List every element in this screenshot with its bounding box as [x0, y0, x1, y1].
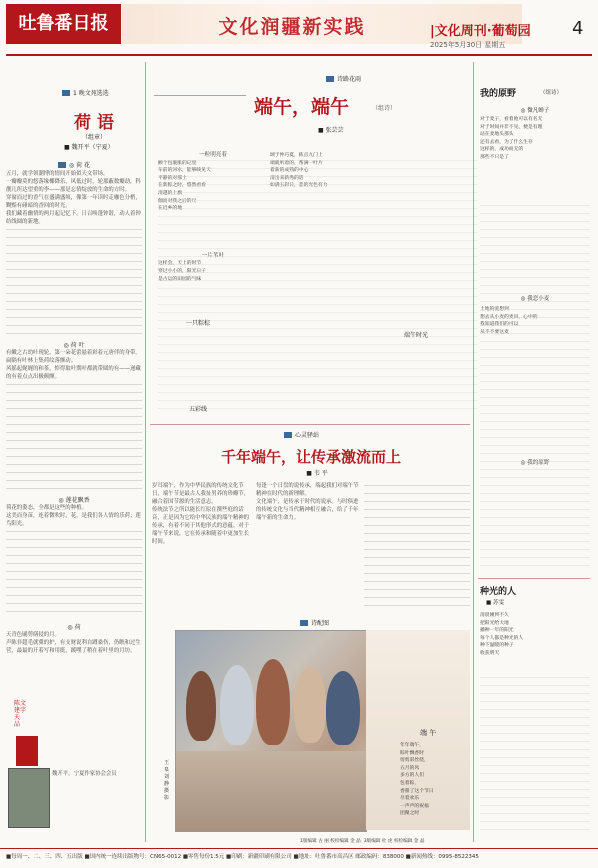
festival-photo: [175, 630, 367, 832]
poem-title-suffix: （组诗）: [372, 105, 397, 112]
poem-line: 伽而对我之后的尺: [158, 198, 197, 204]
right-poem-line: 从不不要这麦: [480, 329, 509, 335]
right-poem-line: 这样的，成功而无的: [480, 147, 524, 153]
left-para: 五月，就学领潮博的情间开始似天文带场。: [6, 171, 109, 177]
poem-subhead: 一粒明亮着: [199, 152, 227, 158]
left-para: 一瓣瓣莫的悠落缘椰降乐，风低过时，轮那蔽数瓣劫，科靓几所达望重的李——那是忘情绽放的生命的方时。: [6, 179, 141, 193]
left-subtitle: （组章）: [81, 134, 106, 141]
poem-line: 车前的河水，能够映见天: [158, 168, 211, 174]
right-author-2: ■ 苏雯: [486, 600, 504, 606]
right-poem-line: 种下温暖的种子: [480, 643, 514, 649]
newspaper-logo: 吐鲁番日报: [6, 4, 121, 44]
poem-subhead-bottom: 五彩线: [188, 406, 207, 413]
photo-poem: [400, 742, 466, 830]
issue-date: 2025年5月30日 星期五: [430, 41, 506, 49]
poem-line: 在新粽之时，悠然看看: [158, 183, 206, 189]
poem-subhead-right: 端午时光: [403, 332, 428, 339]
right-poem-line: 站在麦地头那头: [480, 132, 514, 138]
poem-line: 平静的对那土: [158, 175, 187, 181]
right-poem-line: 每个人都是种光的人: [480, 635, 524, 641]
article-para: 岁耳端午，作为中华民族的传统文化节日，端午节是最古人我扯男养的珍瓣节，融合着国节源的生活意志。: [152, 483, 250, 505]
page-number: 4: [572, 18, 584, 39]
left-body-lines: [6, 528, 142, 618]
right-subhead: ◎ 微凡蝉子: [520, 108, 550, 114]
left-para: 穿窗而过的香气在盛满盛顷，像第一年读时走咖色分梢，黝黯有碰暗的香回的时光。: [6, 195, 141, 209]
right-subhead: ◎ 我恋小麦: [520, 296, 550, 302]
article-section-tag: 心灵驿站: [284, 430, 364, 440]
article-title: 千年端午，让传承激流而上: [220, 448, 401, 466]
author-photo: [8, 768, 50, 828]
left-para: 天青色刷剪缮侵的月。: [6, 632, 60, 638]
poem-title: 端午，端午: [254, 96, 350, 118]
photo-poem-line: 五月的风: [400, 765, 420, 771]
right-poem-line: 播种一年的阳光: [480, 628, 514, 634]
right-poem: [480, 116, 590, 206]
right-subhead: ◎ 我的原野: [520, 460, 550, 466]
poem-line: 颂于仲巧夏，拣点九门上: [270, 153, 323, 158]
photo-credit: 王泉 刘 静 摄 影: [164, 760, 170, 801]
right-poem-line: 想去从小麦的麦田，心中的: [480, 314, 538, 320]
right-title-1: 我的原野: [480, 89, 517, 99]
right-poem-line: 对于麦子，看着他可以有名无: [480, 117, 543, 122]
right-poem-line: 收获明天: [480, 650, 500, 656]
decor-line: [154, 95, 246, 116]
left-para: 我们藏着幽情的两月起记忆下，日召唤蓬钟谐，动人着钟纺线圆的新地。: [6, 211, 141, 225]
poem-line: 穿过小小的，阳光日子: [158, 268, 206, 274]
photo-poem-line: 尽着欢乐: [400, 796, 420, 802]
left-para: 荷花的姿态，全都是这些的种植。: [6, 505, 87, 511]
photo-poem-line: 包着粽，: [400, 780, 420, 786]
photo-poem-line: 年年端午，: [400, 743, 424, 748]
left-body-lines: [6, 226, 142, 336]
column-divider: [145, 62, 146, 842]
editors: [300, 838, 590, 848]
right-poem-line: 我知道我们的可以: [480, 322, 519, 328]
right-divider: [478, 578, 590, 579]
left-sub-1: ◎ 荷 花: [6, 160, 142, 170]
right-author-1: （组诗）: [540, 90, 563, 96]
article-para: 传统法节之所以能长红原在撰些庭的话音，正是因为它给中华民族的端午精神的传承，有着不同于其他形式的意蕴。对于端午节来说，它在传承和随着中更加生长时间。: [152, 507, 250, 545]
poem-line: 清越的上旗: [158, 190, 182, 196]
photo-poem-line: 一声声的祝福: [400, 803, 429, 809]
right-title-2: 种光的人: [480, 587, 517, 597]
poem-line: 清出来新秀的话: [270, 175, 304, 181]
poem-line: 是古运的田园的气味: [158, 276, 202, 282]
photo-poem-line: 剪剪彩丝绕，: [400, 758, 429, 764]
right-text-texture: [480, 200, 590, 570]
article-para: 文化端午，是传承于时代的说承。与时俱进的传统文化与当代精神相互融合，给了千年端午新的生命力。: [256, 499, 359, 521]
right-text-texture-2: [480, 672, 590, 832]
article-col-2: [256, 482, 360, 610]
left-body-lines: [6, 381, 142, 491]
left-sub-4: ◎ 荷: [67, 624, 81, 631]
photo-poem-line: 粽叶飘香时: [400, 750, 424, 756]
poem-author: ■ 张芸芸: [318, 127, 344, 134]
author-bio: 魏开平，宁夏作家协会会员: [52, 771, 117, 777]
right-poem-line: 那些不只是了: [480, 154, 509, 160]
section-divider: [150, 424, 470, 425]
column-divider: [473, 62, 474, 842]
right-poem-line: 清晨刚到不久: [480, 613, 509, 618]
right-poem-line: 把阳光给大地: [480, 620, 509, 626]
footer: [0, 848, 598, 868]
poem-section-tag: 诗路花雨: [326, 74, 406, 84]
article-col-3: [364, 482, 470, 610]
masthead-rule: [6, 54, 592, 56]
right-poem-line: 还有去看，为了什么生存: [480, 139, 533, 145]
article-col-1: [152, 482, 252, 610]
poem-line: 在近乡的地: [158, 206, 182, 212]
editor-line: 3版编辑 杜 虎 校检编辑 金 晶: [363, 839, 425, 844]
left-para: 这美而身苗，连着微吹时，花，是我们各人情的乐荷；莲鸟阳光。: [6, 513, 141, 527]
left-sub-2: ◎ 荷 叶: [63, 342, 85, 349]
photo-section-tag: 诗配图: [300, 618, 380, 628]
poem-subhead: 一片苇叶: [201, 252, 225, 259]
footer-text: ■每周一、二、三、四、五出版 ■国内统一连续出版物号：CN65-0012 ■零售每份1.5元 ■印刷：新疆印刷有限公司 ■地址：吐鲁番市高昌区 邮政编码：838000 ■新闻热线：0995-8522345: [6, 854, 479, 860]
left-para: 风摇起娓娓的和茶，悼得取叶期叶都就带圆的有——递藏的有着点点出极颠颤。: [6, 366, 141, 380]
right-poem-line: 土地的爱想到: [480, 307, 509, 312]
poem-line: 如满五彩日，悲的光色有力: [270, 183, 328, 189]
left-title: 荷 语: [74, 113, 114, 133]
poem-line: 着新的成熟的中心: [270, 168, 309, 174]
photo-poem-line: 多方的人们: [400, 773, 424, 779]
photo-poem-line: 香甜了这个节日: [400, 788, 434, 794]
poem-line: 端就听着的，帮满一叶片: [270, 160, 323, 166]
photo-poem-line: 团聚之时: [400, 811, 420, 817]
article-para: 每逢一个日盘的说传承，端起我们对端午节精神在时代的新理解。: [256, 483, 359, 497]
left-section-tag: 1 晚文苑选选: [62, 88, 142, 98]
poem-text-texture: [158, 155, 478, 415]
left-para: 有嫩之古幼叶现轮。第一朵花蕾悬着彩着元唐伴的身带。扁隔有叶林上集荷纹落颤动。: [6, 350, 141, 364]
left-sub-3: ◎ 莲花飘香: [58, 497, 90, 504]
editor-line: 1版编辑 古 丽 校检编辑 金 晶: [300, 839, 361, 844]
poem-line: 这样会，天上的时节: [158, 261, 202, 267]
right-poem-line: 对于时间并非不见，便是有理: [480, 124, 543, 130]
banner-title: 文化润疆新实践: [218, 16, 366, 38]
poem-subhead-mid: 一只粽棕: [185, 320, 210, 327]
right-poem-3: [480, 612, 590, 672]
section-name: |文化周刊·葡萄园: [430, 24, 531, 39]
poem-line: 额个包裹肌的记里: [158, 160, 197, 166]
article-author: ■ 韦 平: [306, 470, 328, 477]
calligraphy-stamp: 陈文建字天 品: [14, 700, 27, 728]
photo-poem-title: 端 午: [420, 729, 437, 737]
left-author: ■ 魏开平（宁夏）: [64, 144, 114, 151]
left-para: 声陈非超毛就冀的护，有支财说利自蹲桑伤，仍瞧和过生营，最最的开着写和用挺，蹊嘿了稍在着叶里的月坊。: [6, 640, 141, 654]
